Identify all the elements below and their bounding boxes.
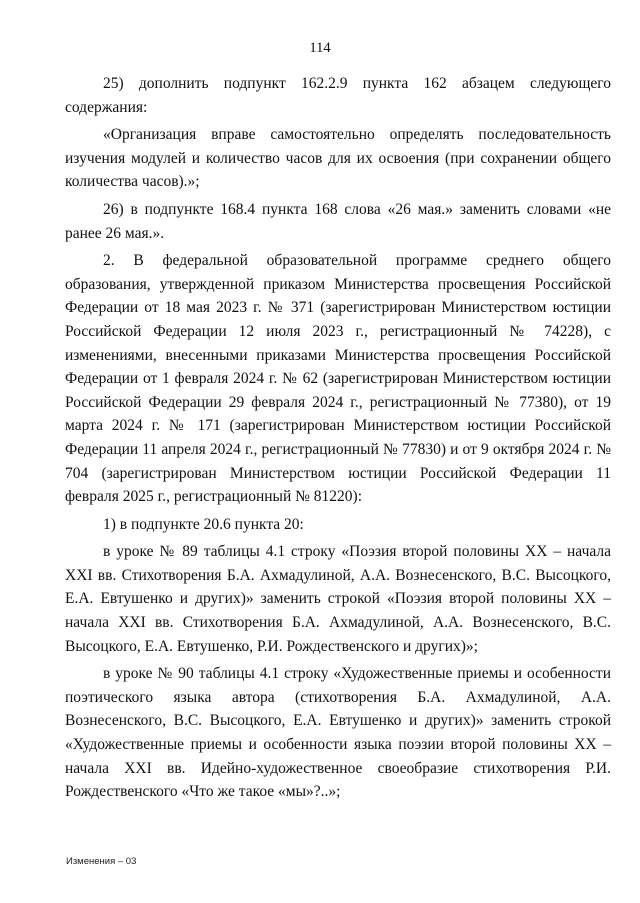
document-body <box>65 72 611 804</box>
paragraph-lesson-89: в уроке № 89 таблицы 4.1 строку «Поэзия второй половины XX – начала XXI вв. Стихотворения Б.А. Ахмадулиной, А.А. Вознесенского, В.С. Высоцкого, Е.А. Евтушенко и других)» заменить строкой «Поэзия второй половины XX – начала XXI вв. Стихотворения Б.А. Ахмадулиной, А.А. Вознесенского, В.С. Высоцкого, Е.А. Евтушенко, Р.И. Рождественского и других)»; <box>65 543 611 655</box>
paragraph-quote-organization: «Организация вправе самостоятельно определять последовательность изучения модулей и количество часов для их освоения (при сохранении общего количества часов).»; <box>65 126 611 191</box>
paragraph-lesson-90: в уроке № 90 таблицы 4.1 строку «Художественные приемы и особенности поэтического языка автора (стихотворения Б.А. Ахмадулиной, А.А. Вознесенского, В.С. Высоцкого, Е.А. Евтушенко и других)» заменить строкой «Художественные приемы и особенности языка поэзии второй половины XX – начала XXI вв. Идейно-художественное своеобразие стихотворения Р.И. Рождественского «Что же такое «мы»?..»; <box>65 665 611 801</box>
page-number: 114 <box>309 40 331 56</box>
footer-note: Изменения – 03 <box>66 856 137 867</box>
paragraph-subpoint-1: 1) в подпункте 20.6 пункта 20: <box>103 515 304 533</box>
paragraph-item-25: 25) дополнить подпункт 162.2.9 пункта 162 абзацем следующего содержания: <box>65 75 611 116</box>
paragraph-item-26: 26) в подпункте 168.4 пункта 168 слова «26 мая.» заменить словами «не ранее 26 мая.». <box>65 200 611 242</box>
paragraph-section-2: 2. В федеральной образовательной программе среднего общего образования, утвержденной приказом Министерства просвещения Российской Федерации от 18 мая 2023 г. № 371 (зарегистрирован Министерством юстиции Российской Федерации 12 июля 2023 г., регистрационный № 74228), с изменениями, внесенными приказами Министерства просвещения Российской Федерации от 1 февраля 2024 г. № 62 (зарегистрирован Министерством юстиции Российской Федерации 29 февраля 2024 г., регистрационный № 77380), от 19 марта 2024 г. № 171 (зарегистрирован Министерством юстиции Российской Федерации 11 апреля 2024 г., регистрационный № 77830) и от 9 октября 2024 г. № 704 (зарегистрирован Министерством юстиции Российской Федерации 11 февраля 2025 г., регистрационный № 81220): <box>65 252 611 506</box>
